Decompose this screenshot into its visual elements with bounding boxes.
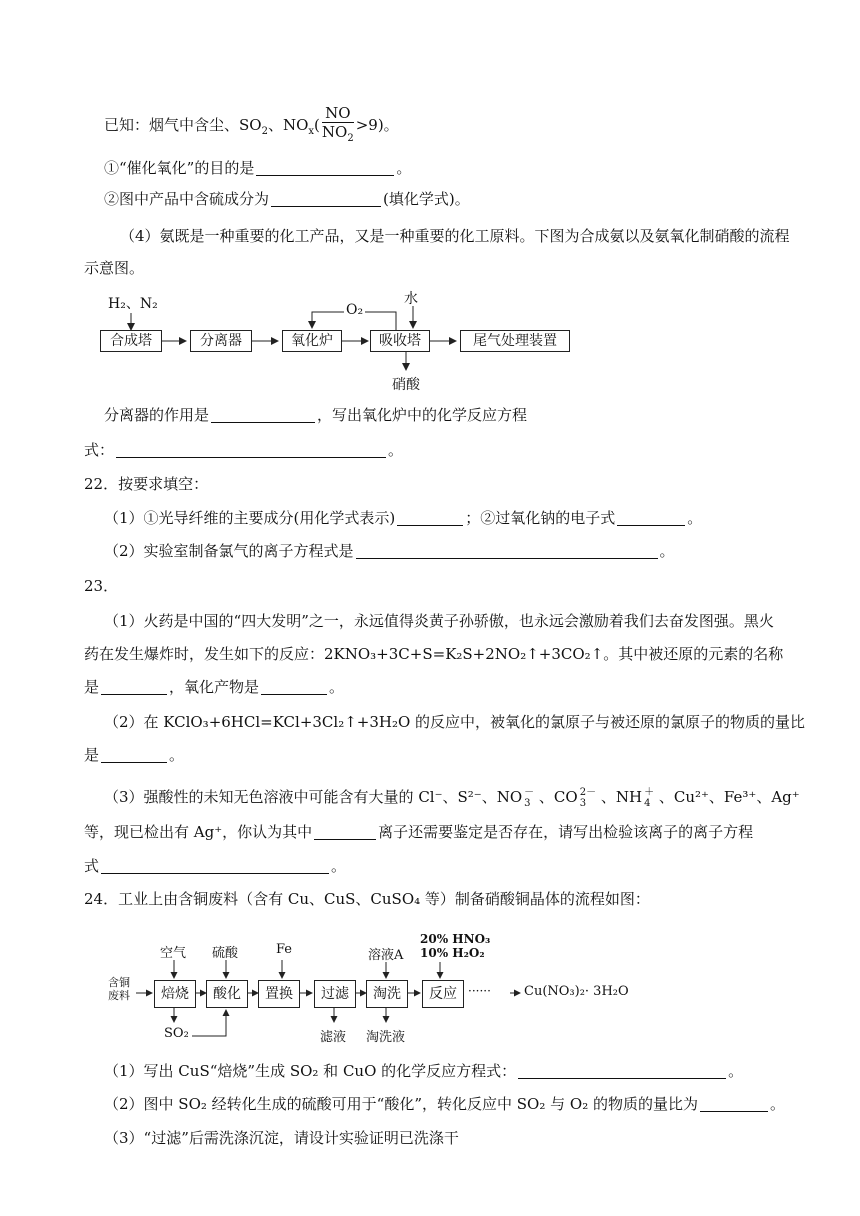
q23-p3-l3a: 式 bbox=[84, 857, 100, 875]
flow2-label-fe: Fe bbox=[276, 942, 293, 957]
q24-part2 bbox=[104, 1094, 785, 1114]
flow2-product: Cu(NO₃)₂· 3H₂O bbox=[524, 984, 629, 999]
flow1-nitric-acid-label: 硝酸 bbox=[392, 377, 420, 393]
intro-prefix: 已知：烟气中含尘、SO bbox=[104, 116, 262, 134]
q23-p3-co: 、CO bbox=[538, 788, 578, 806]
flow2-label-sulfuric-acid: 硫酸 bbox=[212, 946, 239, 961]
flow2-box-roast: 焙烧 bbox=[154, 980, 196, 1008]
q23-p3-l1a: （3）强酸性的未知无色溶液中可能含有大量的 Cl⁻、S²⁻、NO bbox=[104, 788, 523, 806]
q23-p3-nh: 、NH bbox=[600, 788, 643, 806]
q24-p1end: 。 bbox=[728, 1062, 744, 1080]
flow2-box-filter: 过滤 bbox=[314, 980, 356, 1008]
q24-part3: （3）“过滤”后需洗涤沉淀，请设计实验证明已洗涤干 bbox=[104, 1129, 459, 1147]
flow2-label-filtrate: 滤液 bbox=[320, 1030, 347, 1045]
q24-part1 bbox=[104, 1061, 743, 1081]
q23-p3-l2b: 离子还需要鉴定是否存在，请写出检验该离子的离子方程 bbox=[378, 823, 754, 841]
q4-ans-end: 。 bbox=[388, 441, 404, 459]
flow2-left-l2: 废料 bbox=[108, 989, 130, 1002]
flow1-box-tail-gas-treatment: 尾气处理装置 bbox=[460, 330, 570, 352]
answer-blank-roast-eq[interactable] bbox=[518, 1062, 726, 1079]
so2-subscript: 2 bbox=[261, 126, 268, 137]
catalytic-text: ①“催化氧化”的目的是 bbox=[104, 159, 255, 177]
nh4-top: ＋ bbox=[644, 787, 655, 798]
flow2-reagent-h2o2: 10% H₂O₂ bbox=[420, 946, 485, 960]
q23-p3-l2a: 等，现已检出有 Ag⁺，你认为其中 bbox=[84, 823, 313, 841]
flow1-water-label: 水 bbox=[404, 291, 418, 307]
flow2-label-so2: SO₂ bbox=[164, 1026, 189, 1041]
answer-blank-so2-o2-ratio[interactable] bbox=[700, 1095, 768, 1112]
q23-p3-l1b: 、Cu²⁺、Fe³⁺、Ag⁺ bbox=[658, 788, 800, 806]
q23-p2-l2end: 。 bbox=[169, 746, 185, 764]
q23-p1-line2: 药在发生爆炸时，发生如下的反应：2KNO₃+3C+S=K₂S+2NO₂↑+3CO₂↑。其中被还原的元素的名称 bbox=[84, 645, 784, 663]
flow2-label-wash-liquid: 淘洗液 bbox=[366, 1030, 406, 1045]
paren-open: ( bbox=[314, 116, 320, 134]
flow2-reagents bbox=[420, 932, 490, 960]
flow1-input-h2-n2: H₂、N₂ bbox=[108, 296, 158, 312]
q4-line1: （4）氨既是一种重要的化工产品，又是一种重要的化工原料。下图为合成氨以及氨氧化制硝酸的流程 bbox=[120, 227, 790, 245]
q4-line2: 示意图。 bbox=[84, 259, 145, 277]
flow2-left-l1: 含铜 bbox=[108, 976, 130, 989]
no3-top: － bbox=[524, 787, 535, 798]
q4-ans-b: ，写出氧化炉中的化学反应方程 bbox=[317, 406, 528, 424]
q23-p1-l3end: 。 bbox=[329, 678, 345, 696]
catalytic-end: 。 bbox=[396, 159, 412, 177]
flow1-o2-label: O₂ bbox=[346, 302, 364, 318]
flow1-box-synthesis-tower: 合成塔 bbox=[100, 330, 162, 352]
flow2-reagent-hno3: 20% HNO₃ bbox=[420, 932, 491, 946]
q22-p2end: 。 bbox=[659, 542, 675, 560]
q24-p2: （2）图中 SO₂ 经转化生成的硫酸可用于“酸化”，转化反应中 SO₂ 与 O₂ 的物质的量比为 bbox=[104, 1095, 698, 1113]
q22-p1a: （1）①光导纤维的主要成分(用化学式表示) bbox=[104, 509, 396, 527]
q23-p1-l3a: 是 bbox=[84, 678, 100, 696]
q23-p1-line1: （1）火药是中国的“四大发明”之一，永远值得炎黄子孙骄傲，也永远会激励着我们去奋发图强。黑火 bbox=[104, 612, 774, 630]
fraction-numerator: NO bbox=[322, 104, 353, 123]
q24-p1: （1）写出 CuS“焙烧”生成 SO₂ 和 CuO 的化学反应方程式： bbox=[104, 1062, 517, 1080]
flow1-box-oxidation-furnace: 氧化炉 bbox=[282, 330, 342, 352]
no3-bot: 3 bbox=[524, 798, 531, 809]
flow2-label-air: 空气 bbox=[160, 946, 187, 961]
flow1-box-absorption-tower: 吸收塔 bbox=[370, 330, 430, 352]
q23-p3-l3end: 。 bbox=[331, 857, 347, 875]
flow1-box-separator: 分离器 bbox=[190, 330, 252, 352]
intro-mid: 、NO bbox=[267, 116, 309, 134]
flow2-box-displace: 置换 bbox=[258, 980, 300, 1008]
q24-title: 24．工业上由含铜废料（含有 Cu、CuS、CuSO₄ 等）制备硝酸铜晶体的流程如图： bbox=[84, 890, 650, 908]
co3-bot: 3 bbox=[579, 798, 587, 809]
flow2-box-react: 反应 bbox=[422, 980, 464, 1008]
nh4-bot: 4 bbox=[644, 798, 651, 809]
q23-title: 23． bbox=[84, 577, 119, 595]
flow2-box-acidify: 酸化 bbox=[206, 980, 248, 1008]
intro-suffix: )。 bbox=[377, 116, 399, 134]
q22-title: 22．按要求填空： bbox=[84, 475, 209, 493]
q23-p2-l2a: 是 bbox=[84, 746, 100, 764]
fraction-den-text: NO bbox=[321, 123, 348, 141]
q22-p1end: 。 bbox=[687, 509, 703, 527]
sulfur-text: ②图中产品中含硫成分为 bbox=[104, 190, 270, 208]
flow2-input-label bbox=[108, 976, 130, 1002]
q22-p1b: ；②过氧化钠的电子式 bbox=[465, 509, 616, 527]
co3-top: 2－ bbox=[579, 787, 597, 798]
q24-p2end: 。 bbox=[769, 1095, 785, 1113]
q23-p1-l3b: ，氧化产物是 bbox=[169, 678, 260, 696]
flow2-box-wash: 淘洗 bbox=[366, 980, 408, 1008]
q23-p2-line1: （2）在 KClO₃+6HCl=KCl+3Cl₂↑+3H₂O 的反应中，被氧化的氯原子与被还原的氯原子的物质的量比 bbox=[104, 713, 806, 731]
x-subscript: x bbox=[308, 126, 315, 137]
flow2-dots: ······ bbox=[468, 984, 491, 998]
sulfur-end: (填化学式)。 bbox=[383, 190, 470, 208]
ratio-gt: >9 bbox=[355, 116, 378, 134]
q22-p2: （2）实验室制备氯气的离子方程式是 bbox=[104, 542, 354, 560]
q4-ans-a: 分离器的作用是 bbox=[104, 406, 210, 424]
q4-ans-c: 式： bbox=[84, 441, 115, 459]
fraction-den-sub: 2 bbox=[347, 133, 354, 144]
flow2-label-solution-a: 溶液A bbox=[368, 948, 404, 963]
